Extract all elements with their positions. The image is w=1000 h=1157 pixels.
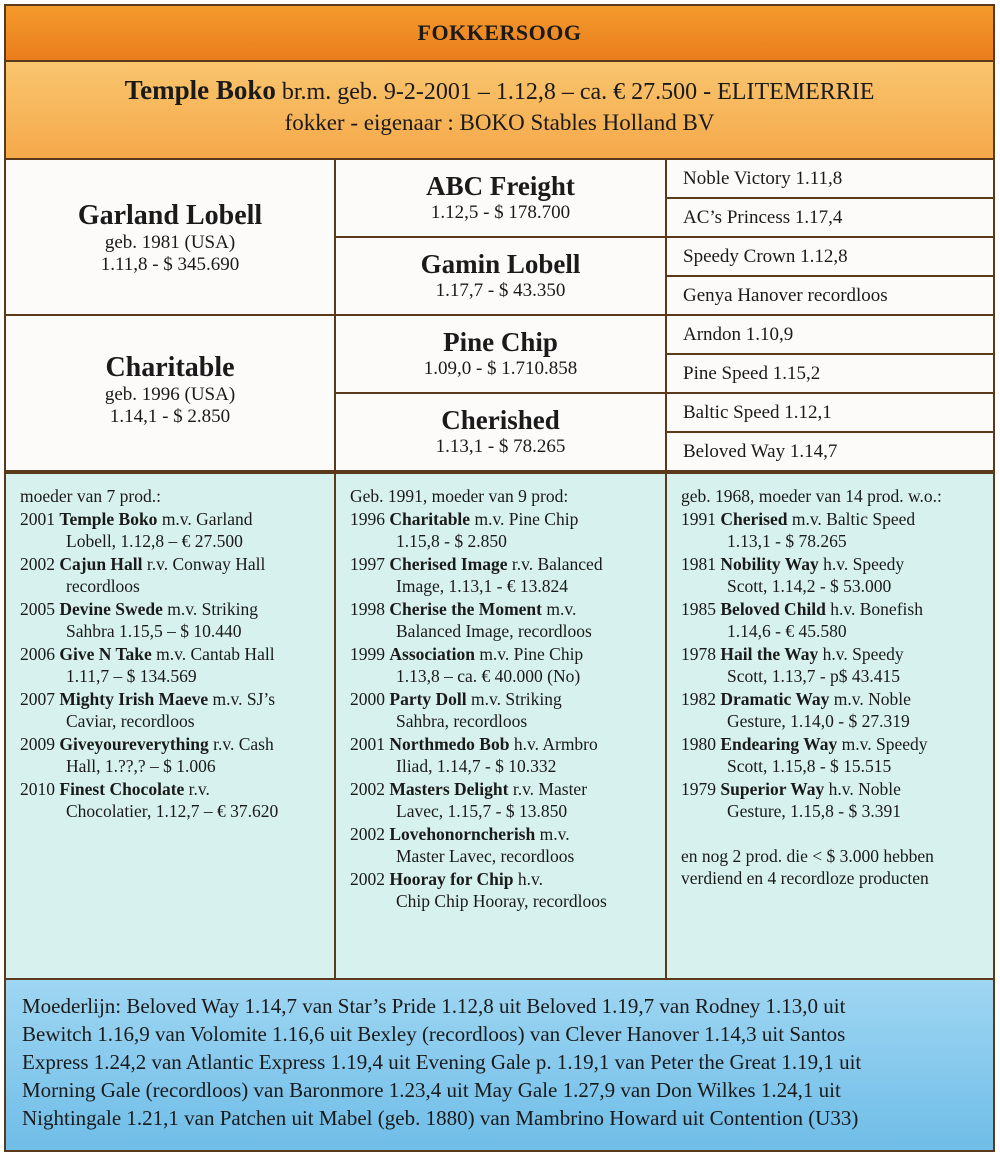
- progeny-entry: [350, 688, 665, 733]
- progeny-entry-line: [20, 598, 334, 621]
- progeny-year: 1980: [681, 733, 716, 754]
- progeny-record: Gesture, 1.15,8 - $ 3.391: [727, 801, 902, 821]
- progeny-entry: [681, 508, 993, 553]
- progeny-year: 2005: [20, 598, 55, 619]
- progeny-name: Hooray for Chip: [389, 868, 514, 889]
- progeny-record: 1.14,6 - € 45.580: [727, 621, 847, 641]
- progeny-column-dam: [6, 474, 336, 978]
- progeny-list: [350, 508, 665, 913]
- progeny-year: 1997: [350, 553, 385, 574]
- progeny-entry-line: [350, 688, 665, 711]
- progeny-entry-line: [350, 508, 665, 531]
- progeny-record: Sahbra, recordloos: [396, 711, 528, 731]
- progeny-sire: h.v. Speedy: [818, 553, 905, 574]
- progeny-entry: [681, 778, 993, 823]
- sire-cell: [6, 160, 336, 316]
- progeny-intro: Geb. 1991, moeder van 9 prod:: [350, 486, 569, 506]
- progeny-name: Devine Swede: [59, 598, 163, 619]
- progeny-name: Nobility Way: [720, 553, 819, 574]
- progeny-sire: m.v. Pine Chip: [470, 508, 579, 529]
- progeny-record: Caviar, recordloos: [66, 711, 195, 731]
- progeny-entry-line: [681, 508, 993, 531]
- progeny-year: 1991: [681, 508, 716, 529]
- progeny-sire: h.v.: [513, 868, 543, 889]
- progeny-entry: [350, 778, 665, 823]
- progeny-sire: r.v. Conway Hall: [142, 553, 266, 574]
- progeny-entry: [20, 508, 334, 553]
- page-title: FOKKERSOOG: [4, 4, 995, 62]
- progeny-intro: geb. 1968, moeder van 14 prod. w.o.:: [681, 486, 942, 506]
- progeny-name: Cajun Hall: [59, 553, 143, 574]
- progeny-entry: [20, 733, 334, 778]
- progeny-entry: [350, 823, 665, 868]
- progeny-name: Cherised Image: [389, 553, 508, 574]
- progeny-entry-line: [350, 868, 665, 891]
- progeny-entry: [20, 688, 334, 733]
- damline-line: Bewitch 1.16,9 van Volomite 1.16,6 uit Bexley (recordloos) van Clever Hanover 1.14,3 uit Santos: [22, 1022, 846, 1046]
- progeny-year: 1999: [350, 643, 385, 664]
- progeny-year: 2002: [350, 868, 385, 889]
- progeny-year: 2002: [350, 823, 385, 844]
- great-grandparent: AC’s Princess 1.17,4: [667, 199, 993, 238]
- dam-sire-cell: [336, 316, 667, 394]
- progeny-list: [20, 508, 334, 823]
- progeny-record: Scott, 1.14,2 - $ 53.000: [727, 576, 892, 596]
- great-grandparent: Speedy Crown 1.12,8: [667, 238, 993, 277]
- progeny-record: Balanced Image, recordloos: [396, 621, 592, 641]
- damline-line: Morning Gale (recordloos) van Baronmore 1.23,4 uit May Gale 1.27,9 van Don Wilkes 1.24,1 uit: [22, 1078, 841, 1102]
- progeny-name: Northmedo Bob: [389, 733, 510, 754]
- progeny-name: Association: [389, 643, 475, 664]
- progeny-sire: r.v.: [184, 778, 210, 799]
- progeny-entry-line: [681, 643, 993, 666]
- sire-record: 1.11,8 - $ 345.690: [100, 254, 240, 275]
- progeny-record: 1.13,1 - $ 78.265: [727, 531, 847, 551]
- progeny-year: 2001: [20, 508, 55, 529]
- progeny-entry-line: [681, 553, 993, 576]
- progeny-entry-line: [350, 598, 665, 621]
- sire-birth: geb. 1981 (USA): [104, 232, 236, 253]
- progeny-entry: [350, 598, 665, 643]
- progeny-note: verdiend en 4 recordloze producten: [681, 868, 929, 888]
- progeny-year: 2009: [20, 733, 55, 754]
- progeny-name: Giveyoureverything: [59, 733, 209, 754]
- progeny-entry-line: [20, 778, 334, 801]
- damline-line: Nightingale 1.21,1 van Patchen uit Mabel (geb. 1880) van Mambrino Howard uit Contention (U33): [22, 1106, 859, 1130]
- great-grandparent: Noble Victory 1.11,8: [667, 160, 993, 199]
- progeny-record: Image, 1.13,1 - € 13.824: [396, 576, 569, 596]
- great-grandparent: Baltic Speed 1.12,1: [667, 394, 993, 433]
- progeny-record: Master Lavec, recordloos: [396, 846, 575, 866]
- progeny-entry-line: [681, 733, 993, 756]
- progeny-name: Party Doll: [389, 688, 467, 709]
- progeny-year: 2002: [20, 553, 55, 574]
- progeny-year: 1996: [350, 508, 385, 529]
- progeny-year: 2006: [20, 643, 55, 664]
- progeny-name: Cherised: [720, 508, 788, 529]
- progeny-year: 2000: [350, 688, 385, 709]
- sire-dam-record: 1.17,7 - $ 43.350: [435, 280, 566, 301]
- horse-details: br.m. geb. 9-2-2001 – 1.12,8 – ca. € 27.500 - ELITEMERRIE: [281, 79, 875, 105]
- pedigree-table: [4, 160, 995, 472]
- progeny-entry: [20, 598, 334, 643]
- progeny-record: Lobell, 1.12,8 – € 27.500: [66, 531, 243, 551]
- progeny-sire: m.v. Noble: [829, 688, 911, 709]
- progeny-entry: [350, 868, 665, 913]
- progeny-entry-line: [350, 823, 665, 846]
- progeny-entry-line: [20, 553, 334, 576]
- damline-section: [4, 980, 995, 1152]
- progeny-column-granddam: [336, 474, 667, 978]
- progeny-year: 1978: [681, 643, 716, 664]
- progeny-year: 1981: [681, 553, 716, 574]
- sire-name: Garland Lobell: [77, 200, 263, 231]
- dam-name: Charitable: [105, 352, 235, 383]
- progeny-record: recordloos: [66, 576, 140, 596]
- progeny-entry-line: [681, 688, 993, 711]
- sire-sire-cell: [336, 160, 667, 238]
- progeny-name: Beloved Child: [720, 598, 826, 619]
- progeny-entry-line: [350, 643, 665, 666]
- progeny-entry: [681, 553, 993, 598]
- dam-birth: geb. 1996 (USA): [104, 384, 236, 405]
- progeny-name: Charitable: [389, 508, 471, 529]
- progeny-year: 2010: [20, 778, 55, 799]
- progeny-entry: [350, 553, 665, 598]
- progeny-sire: m.v. Striking: [466, 688, 562, 709]
- progeny-entry-line: [20, 688, 334, 711]
- progeny-name: Masters Delight: [389, 778, 509, 799]
- progeny-entry: [681, 598, 993, 643]
- great-grandparent: Arndon 1.10,9: [667, 316, 993, 355]
- owner-line: fokker - eigenaar : BOKO Stables Holland BV: [284, 110, 715, 135]
- dam-record: 1.14,1 - $ 2.850: [109, 406, 231, 427]
- progeny-list: [681, 508, 993, 823]
- progeny-sire: m.v. Striking: [162, 598, 259, 619]
- progeny-entry-line: [350, 778, 665, 801]
- progeny-name: Cherise the Moment: [389, 598, 542, 619]
- progeny-year: 1998: [350, 598, 385, 619]
- progeny-entry-line: [350, 733, 665, 756]
- progeny-record: 1.15,8 - $ 2.850: [396, 531, 507, 551]
- progeny-entry-line: [681, 778, 993, 801]
- progeny-sire: r.v. Balanced: [507, 553, 603, 574]
- progeny-sire: m.v. SJ’s: [208, 688, 276, 709]
- progeny-entry: [20, 778, 334, 823]
- progeny-record: 1.11,7 – $ 134.569: [66, 666, 197, 686]
- progeny-entry: [350, 733, 665, 778]
- progeny-year: 1982: [681, 688, 716, 709]
- progeny-record: Scott, 1.13,7 - p$ 43.415: [727, 666, 901, 686]
- progeny-sire: h.v. Speedy: [818, 643, 904, 664]
- progeny-sire: h.v. Noble: [824, 778, 901, 799]
- progeny-record: Sahbra 1.15,5 – $ 10.440: [66, 621, 242, 641]
- progeny-record: Scott, 1.15,8 - $ 15.515: [727, 756, 892, 776]
- progeny-section: [4, 472, 995, 980]
- great-grandparent: Beloved Way 1.14,7: [683, 441, 838, 462]
- progeny-name: Give N Take: [59, 643, 152, 664]
- progeny-record: Hall, 1.??,? – $ 1.006: [66, 756, 216, 776]
- horse-header: [4, 62, 995, 160]
- progeny-entry: [681, 688, 993, 733]
- progeny-sire: m.v. Baltic Speed: [787, 508, 916, 529]
- progeny-year: 1985: [681, 598, 716, 619]
- progeny-year: 2007: [20, 688, 55, 709]
- sire-sire-name: ABC Freight: [426, 171, 575, 201]
- progeny-record: Gesture, 1.14,0 - $ 27.319: [727, 711, 910, 731]
- progeny-note: en nog 2 prod. die < $ 3.000 hebben: [681, 845, 934, 866]
- dam-dam-record: 1.13,1 - $ 78.265: [435, 436, 566, 457]
- progeny-entry-line: [20, 508, 334, 531]
- progeny-sire: m.v.: [541, 598, 577, 619]
- progeny-year: 2001: [350, 733, 385, 754]
- dam-sire-record: 1.09,0 - $ 1.710.858: [423, 358, 578, 379]
- progeny-sire: m.v. Cantab Hall: [151, 643, 275, 664]
- progeny-name: Hail the Way: [720, 643, 819, 664]
- sire-sire-record: 1.12,5 - $ 178.700: [430, 202, 571, 223]
- progeny-entry-line: [20, 733, 334, 756]
- progeny-sire: r.v. Master: [508, 778, 588, 799]
- horse-name: Temple Boko: [124, 75, 276, 105]
- progeny-name: Dramatic Way: [720, 688, 830, 709]
- progeny-entry: [350, 643, 665, 688]
- progeny-entry: [350, 508, 665, 553]
- great-grandparent: Genya Hanover recordloos: [667, 277, 993, 316]
- progeny-record: 1.13,8 – ca. € 40.000 (No): [396, 666, 581, 686]
- progeny-sire: m.v. Pine Chip: [474, 643, 584, 664]
- progeny-entry-line: [20, 643, 334, 666]
- damline-line: Moederlijn: Beloved Way 1.14,7 van Star’s Pride 1.12,8 uit Beloved 1.19,7 van Rodney 1.13,0 uit: [22, 994, 846, 1018]
- sire-dam-name: Gamin Lobell: [420, 249, 581, 279]
- horse-title-line: [6, 74, 993, 108]
- sire-dam-cell: [336, 238, 667, 316]
- progeny-entry: [20, 553, 334, 598]
- progeny-name: Endearing Way: [720, 733, 838, 754]
- progeny-column-great-granddam: [667, 474, 993, 978]
- progeny-name: Mighty Irish Maeve: [59, 688, 209, 709]
- progeny-entry-line: [350, 553, 665, 576]
- damline-line: Express 1.24,2 van Atlantic Express 1.19,4 uit Evening Gale p. 1.19,1 van Peter the Great 1.19,1 uit: [22, 1050, 862, 1074]
- progeny-name: Finest Chocolate: [59, 778, 185, 799]
- progeny-entry-line: [681, 598, 993, 621]
- progeny-record: Lavec, 1.15,7 - $ 13.850: [396, 801, 568, 821]
- progeny-record: Chocolatier, 1.12,7 – € 37.620: [66, 801, 279, 821]
- progeny-sire: r.v. Cash: [208, 733, 274, 754]
- progeny-name: Superior Way: [720, 778, 825, 799]
- progeny-record: Iliad, 1.14,7 - $ 10.332: [396, 756, 557, 776]
- progeny-sire: m.v. Speedy: [837, 733, 928, 754]
- progeny-year: 1979: [681, 778, 716, 799]
- progeny-entry: [681, 643, 993, 688]
- progeny-intro: moeder van 7 prod.:: [20, 486, 161, 506]
- great-grandparent: Pine Speed 1.15,2: [667, 355, 993, 394]
- dam-cell: [6, 316, 336, 470]
- progeny-sire: h.v. Bonefish: [825, 598, 923, 619]
- progeny-name: Lovehonorncherish: [389, 823, 536, 844]
- progeny-year: 2002: [350, 778, 385, 799]
- progeny-sire: m.v.: [535, 823, 570, 844]
- progeny-record: Chip Chip Hooray, recordloos: [396, 891, 607, 911]
- dam-dam-cell: [336, 394, 667, 470]
- progeny-entry: [20, 643, 334, 688]
- dam-sire-name: Pine Chip: [443, 327, 558, 357]
- dam-dam-name: Cherished: [441, 405, 560, 435]
- progeny-name: Temple Boko: [59, 508, 158, 529]
- progeny-sire: m.v. Garland: [157, 508, 253, 529]
- progeny-sire: h.v. Armbro: [509, 733, 598, 754]
- progeny-entry: [681, 733, 993, 778]
